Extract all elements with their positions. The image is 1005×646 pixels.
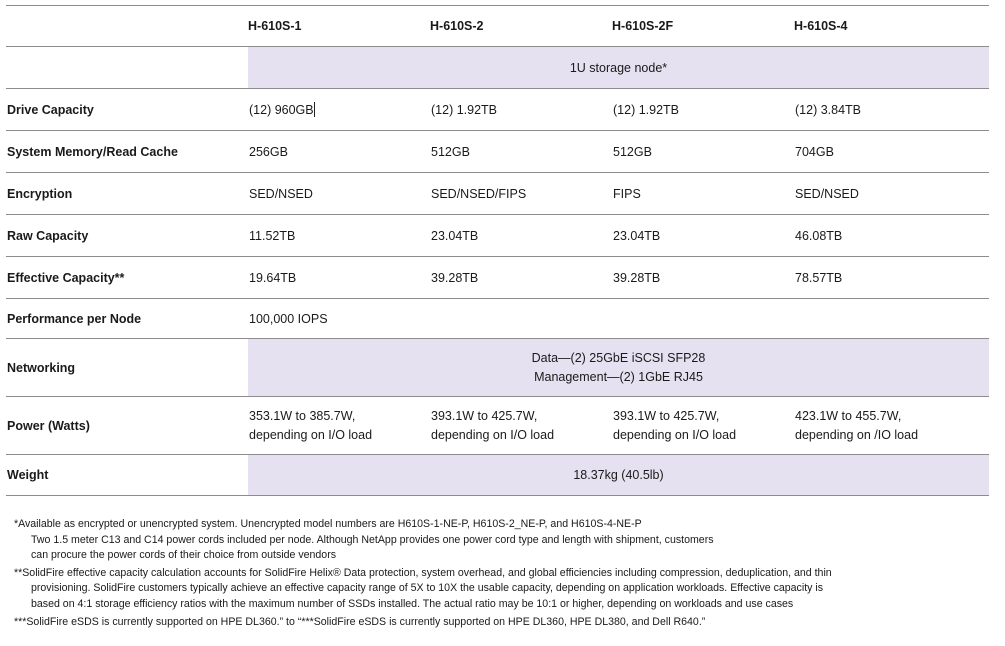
- form-factor-cell: 1U storage node*: [248, 47, 989, 89]
- header-empty-cell: [6, 6, 248, 47]
- power-range: 393.1W to 425.7W,: [431, 408, 538, 423]
- table-cell: (12) 3.84TB: [795, 102, 862, 117]
- footnote-1-line-3: can procure the power cords of their choice from outside vendors: [31, 549, 337, 562]
- footnotes: [14, 517, 989, 630]
- table-cell: 39.28TB: [431, 270, 479, 285]
- row-label: Performance per Node: [7, 311, 142, 326]
- power-row: [6, 397, 989, 455]
- row-label: Weight: [7, 468, 49, 482]
- table-cell: SED/NSED: [249, 186, 313, 201]
- table-cell: 23.04TB: [613, 228, 661, 243]
- networking-cell: [248, 339, 989, 397]
- raw-capacity-row: [6, 215, 989, 257]
- power-note: depending on I/O load: [249, 427, 373, 442]
- table-cell: 23.04TB: [431, 228, 479, 243]
- row-label: System Memory/Read Cache: [7, 144, 178, 159]
- table-cell: 78.57TB: [795, 270, 843, 285]
- form-factor-row: [6, 47, 989, 89]
- row-label: Drive Capacity: [7, 102, 94, 117]
- table-cell: 256GB: [249, 144, 288, 159]
- power-note: depending on I/O load: [431, 427, 555, 442]
- weight-row: [6, 455, 989, 496]
- power-range: 353.1W to 385.7W,: [249, 408, 356, 423]
- row-label: Encryption: [7, 186, 73, 201]
- weight-cell: 18.37kg (40.5lb): [248, 455, 989, 496]
- performance-row: [6, 299, 989, 339]
- column-header: H-610S-2F: [612, 19, 674, 33]
- table-cell: 11.52TB: [249, 228, 296, 243]
- power-cell: [430, 397, 612, 455]
- encryption-row: [6, 173, 989, 215]
- networking-row: [6, 339, 989, 397]
- row-label: Power (Watts): [7, 418, 90, 433]
- header-row: [6, 6, 989, 47]
- column-header: H-610S-1: [248, 19, 302, 33]
- networking-data-line: Data—(2) 25GbE iSCSI SFP28: [531, 350, 706, 365]
- row-label: Raw Capacity: [7, 228, 89, 243]
- footnote-3: ***SolidFire eSDS is currently supported on HPE DL360.” to “***SolidFire eSDS is currently supported on HPE DL360, HPE DL380, and Dell R640.”: [14, 615, 706, 628]
- drive-capacity-row: [6, 89, 989, 131]
- drive-capacity-cell-1[interactable]: (12) 960GB: [249, 103, 314, 117]
- row-label: Effective Capacity**: [7, 270, 125, 285]
- row-label-empty: [6, 47, 248, 89]
- power-cell: [612, 397, 794, 455]
- table-cell: 512GB: [431, 144, 470, 159]
- table-cell: FIPS: [613, 186, 641, 201]
- footnote-1-line-1: *Available as encrypted or unencrypted system. Unencrypted model numbers are H610S-1-NE-P, H610S-2_NE-P, and H610S-4-NE-P: [14, 518, 642, 530]
- text-cursor: [314, 102, 315, 117]
- row-label: Networking: [7, 360, 76, 375]
- table-cell: 39.28TB: [613, 270, 661, 285]
- table-cell: (12) 1.92TB: [613, 102, 680, 117]
- power-range: 423.1W to 455.7W,: [795, 408, 902, 423]
- table-cell: 19.64TB: [249, 270, 297, 285]
- table-cell: (12) 1.92TB: [431, 102, 498, 117]
- power-range: 393.1W to 425.7W,: [613, 408, 720, 423]
- spec-table: [6, 5, 989, 496]
- memory-row: [6, 131, 989, 173]
- performance-cell: 100,000 IOPS: [249, 311, 328, 326]
- power-note: depending on /IO load: [795, 427, 919, 442]
- column-header: H-610S-2: [430, 19, 484, 33]
- footnote-2-line-2: provisioning. SolidFire customers typically achieve an effective capacity range of 5X to 10X the usable capacity, depending on application workloads. Effective capacity is: [31, 582, 824, 595]
- table-cell: SED/NSED: [795, 186, 859, 201]
- power-cell: [248, 397, 430, 455]
- effective-capacity-row: [6, 257, 989, 299]
- footnote-2-line-1: **SolidFire effective capacity calculation accounts for SolidFire Helix® Data protection, system overhead, and global efficiencies including compression, deduplication, and thin: [14, 566, 832, 579]
- power-cell: [794, 397, 989, 455]
- table-cell: SED/NSED/FIPS: [431, 186, 527, 201]
- footnote-1-line-2: Two 1.5 meter C13 and C14 power cords included per node. Although NetApp provides one power cord type and length with shipment, customers: [31, 533, 714, 546]
- column-header: H-610S-4: [794, 19, 848, 33]
- footnote-2-line-3: based on 4:1 storage efficiency ratios with the maximum number of SSDs installed. The actual ratio may be 10:1 or higher, depending on workloads and use cases: [31, 597, 794, 610]
- table-cell: 704GB: [795, 144, 834, 159]
- table-cell: 512GB: [613, 144, 652, 159]
- networking-management-line: Management—(2) 1GbE RJ45: [534, 369, 703, 384]
- power-note: depending on I/O load: [613, 427, 737, 442]
- table-cell: 46.08TB: [795, 228, 843, 243]
